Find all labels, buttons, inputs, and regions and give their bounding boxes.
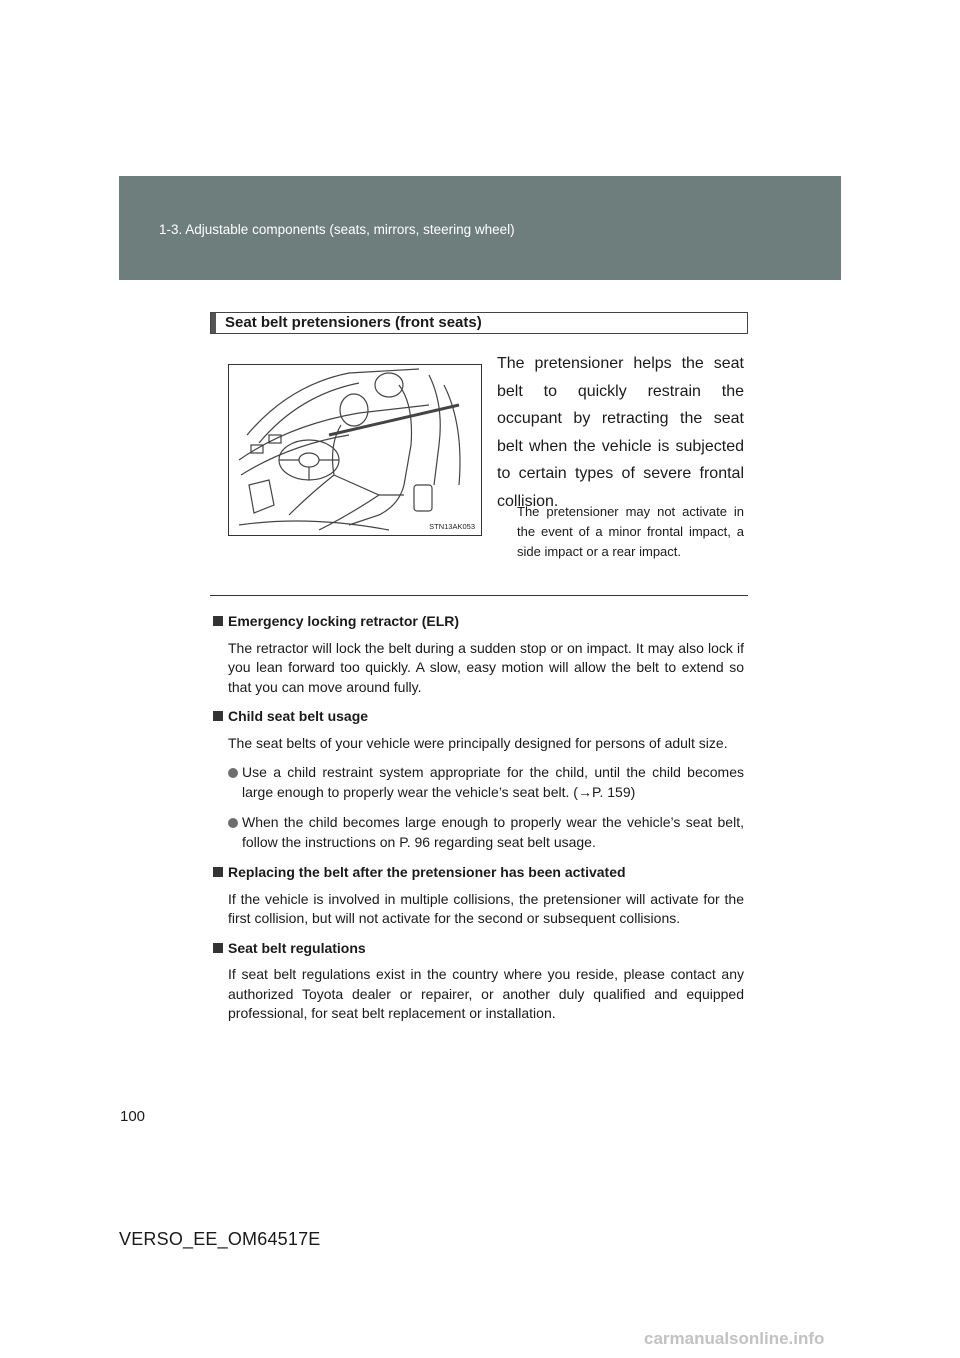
note-body-replacing: If the vehicle is involved in multiple collisions, the pretensioner will activate for the first collision, but will not activate for the second or subsequent collisions. — [228, 890, 744, 926]
square-bullet-icon — [213, 711, 223, 721]
round-bullet-icon — [228, 768, 238, 778]
intro-paragraph: The pretensioner helps the seat belt to quickly restrain the occupant by retracting the seat belt when the vehicle is subjected to certain types of severe frontal collision. — [497, 355, 744, 510]
car-interior-drawing — [229, 365, 481, 535]
page-number: 100 — [120, 1108, 146, 1125]
note-body-child: The seat belts of your vehicle were principally designed for persons of adult size. — [228, 734, 728, 751]
notes-section — [212, 612, 744, 1034]
note-body-regulations: If seat belt regulations exist in the country where you reside, please contact any authorized Toyota dealer or repairer, or another duly qualified and equipped professional, for seat belt replacement or installation. — [228, 966, 744, 1021]
note-heading-elr: Emergency locking retractor (ELR) — [212, 612, 744, 632]
note-body-elr: The retractor will lock the belt during a sudden stop or on impact. It may also lock if you lean forward too quickly. A slow, easy motion will allow the belt to extend so that you can move around fully. — [228, 639, 744, 695]
pretensioner-illustration — [228, 364, 482, 536]
illustration-code: STN13AK053 — [429, 522, 475, 531]
bullet-item: Use a child restraint system appropriate for the child, until the child becomes large enough to properly wear the vehicle’s seat belt. (→P. 159) — [212, 763, 744, 802]
chapter-header — [119, 176, 841, 280]
section-divider — [210, 595, 748, 596]
chapter-breadcrumb: 1-3. Adjustable components (seats, mirrors, steering wheel) — [159, 222, 515, 237]
bullet-item: When the child becomes large enough to properly wear the vehicle’s seat belt, follow the instructions on P. 96 regarding seat belt usage. — [212, 813, 744, 852]
section-title: Seat belt pretensioners (front seats) — [225, 314, 482, 331]
note-heading-replacing: Replacing the belt after the pretensioner has been activated — [212, 863, 744, 883]
note-heading-child: Child seat belt usage — [212, 707, 744, 727]
intro-note: The pretensioner may not activate in the event of a minor frontal impact, a side impact or a rear impact. — [517, 504, 744, 559]
square-bullet-icon — [213, 616, 223, 626]
section-marker — [211, 313, 216, 333]
note-heading-regulations: Seat belt regulations — [212, 939, 744, 959]
watermark: carmanualsonline.info — [644, 1329, 825, 1348]
document-code: VERSO_EE_OM64517E — [119, 1229, 321, 1249]
square-bullet-icon — [213, 943, 223, 953]
square-bullet-icon — [213, 867, 223, 877]
section-heading — [210, 312, 748, 334]
round-bullet-icon — [228, 818, 238, 828]
